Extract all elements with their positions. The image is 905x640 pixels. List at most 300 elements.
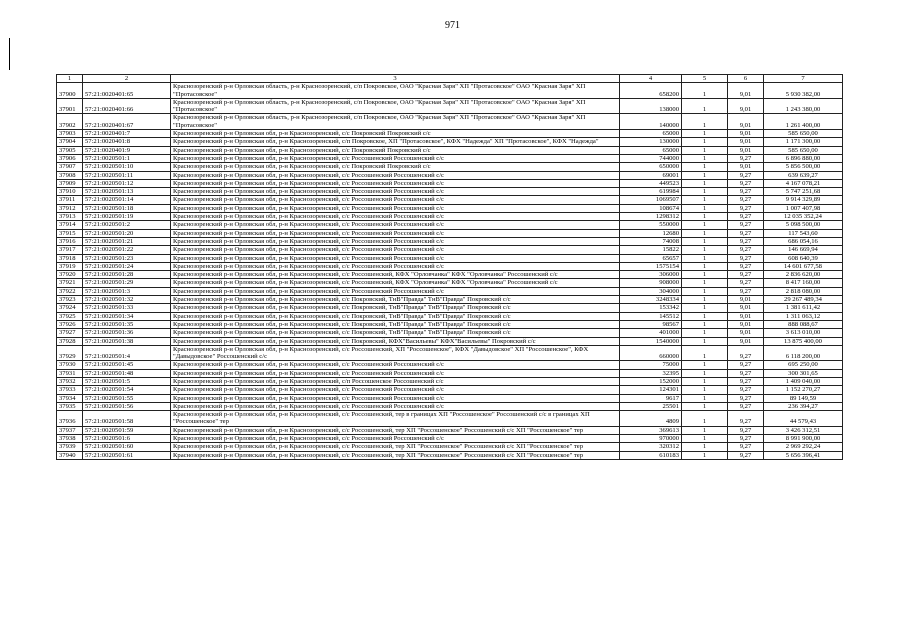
rate-cell: 9,01 (728, 146, 764, 154)
count-cell: 1 (682, 138, 728, 146)
cost-cell: 8 417 160,00 (764, 279, 843, 287)
rate-cell: 9,27 (728, 229, 764, 237)
count-cell: 1 (682, 154, 728, 162)
count-cell: 1 (682, 304, 728, 312)
address-cell: Краснозоренский р-н Орловская обл, р-н Краснозоренский, с/с Россошенский, ХП "Россошенское", КФХ "Давыдовское" ХП "Россошенское", КФХ "Давыдовское" Россошенский с/с (171, 345, 620, 361)
cost-cell: 6 118 200,00 (764, 345, 843, 361)
cadastral-number-cell: 57:21:0020401:67 (83, 114, 171, 130)
count-cell: 1 (682, 221, 728, 229)
cadastral-number-cell: 57:21:0020501:61 (83, 451, 171, 459)
row-number-cell: 37902 (57, 114, 83, 130)
cadastral-number-cell: 57:21:0020401:7 (83, 130, 171, 138)
cost-cell: 639 639,27 (764, 171, 843, 179)
count-cell: 1 (682, 345, 728, 361)
count-cell: 1 (682, 435, 728, 443)
cadastral-number-cell: 57:21:0020501:60 (83, 443, 171, 451)
row-number-cell: 37927 (57, 329, 83, 337)
address-cell: Краснозоренский р-н Орловская обл, р-н Краснозоренский, с/с Покровский, ТнВ"Правда" ТнВ"Правда" Покровский с/с (171, 304, 620, 312)
area-cell: 145512 (620, 312, 682, 320)
count-cell: 1 (682, 337, 728, 345)
row-number-cell: 37939 (57, 443, 83, 451)
row-number-cell: 37938 (57, 435, 83, 443)
cadastral-number-cell: 57:21:0020501:18 (83, 204, 171, 212)
cadastral-number-cell: 57:21:0020401:9 (83, 146, 171, 154)
cost-cell: 3 426 312,51 (764, 426, 843, 434)
area-cell: 98567 (620, 320, 682, 328)
table-row (57, 337, 843, 345)
count-cell: 1 (682, 451, 728, 459)
table-row (57, 296, 843, 304)
rate-cell: 9,27 (728, 196, 764, 204)
header-cell: 4 (620, 75, 682, 83)
rate-cell: 9,01 (728, 296, 764, 304)
header-cell: 1 (57, 75, 83, 83)
rate-cell: 9,27 (728, 204, 764, 212)
row-number-cell: 37908 (57, 171, 83, 179)
area-cell: 32395 (620, 369, 682, 377)
area-cell: 12680 (620, 229, 682, 237)
rate-cell: 9,27 (728, 221, 764, 229)
table-row (57, 221, 843, 229)
header-row (57, 75, 843, 83)
table-row (57, 163, 843, 171)
area-cell: 65000 (620, 146, 682, 154)
cadastral-number-cell: 57:21:0020501:32 (83, 296, 171, 304)
cadastral-number-cell: 57:21:0020501:33 (83, 304, 171, 312)
rate-cell: 9,01 (728, 304, 764, 312)
cadastral-number-cell: 57:21:0020501:29 (83, 279, 171, 287)
rate-cell: 9,27 (728, 188, 764, 196)
address-cell: Краснозоренский р-н Орловская обл, р-н Краснозоренский, с/с Россошенский, тер ХП "Россошенское" Россошенский с/с ХП "Россошенское" тер (171, 426, 620, 434)
area-cell: 908000 (620, 279, 682, 287)
rate-cell: 9,27 (728, 246, 764, 254)
address-cell: Краснозоренский р-н Орловская обл, р-н Краснозоренский, с/с Россошенский Россошенский с/с (171, 204, 620, 212)
row-number-cell: 37933 (57, 386, 83, 394)
rate-cell: 9,27 (728, 411, 764, 427)
rate-cell: 9,27 (728, 254, 764, 262)
count-cell: 1 (682, 279, 728, 287)
row-number-cell: 37919 (57, 262, 83, 270)
count-cell: 1 (682, 262, 728, 270)
row-number-cell: 37935 (57, 402, 83, 410)
count-cell: 1 (682, 130, 728, 138)
address-cell: Краснозоренский р-н Орловская обл, р-н Краснозоренский, с/с Россошенский, тер ХП "Россошенское" Россошенский с/с ХП "Россошенское" тер (171, 443, 620, 451)
header-cell: 5 (682, 75, 728, 83)
count-cell: 1 (682, 213, 728, 221)
cost-cell: 1 311 063,12 (764, 312, 843, 320)
area-cell: 660000 (620, 345, 682, 361)
row-number-cell: 37923 (57, 296, 83, 304)
count-cell: 1 (682, 237, 728, 245)
address-cell: Краснозоренский р-н Орловская область, р-н Краснозоренский, с/п Покровское, ОАО "Красная Заря" ХП "Протасовское" ОАО "Красная Заря" ХП "Протасовское" (171, 98, 620, 114)
rate-cell: 9,27 (728, 237, 764, 245)
area-cell: 449523 (620, 179, 682, 187)
row-number-cell: 37911 (57, 196, 83, 204)
rate-cell: 9,27 (728, 287, 764, 295)
table-row (57, 394, 843, 402)
row-number-cell: 37920 (57, 271, 83, 279)
row-number-cell: 37917 (57, 246, 83, 254)
row-number-cell: 37928 (57, 337, 83, 345)
rate-cell: 9,27 (728, 213, 764, 221)
count-cell: 1 (682, 287, 728, 295)
count-cell: 1 (682, 361, 728, 369)
cadastral-number-cell: 57:21:0020401:8 (83, 138, 171, 146)
count-cell: 1 (682, 426, 728, 434)
cost-cell: 686 054,16 (764, 237, 843, 245)
cost-cell: 13 875 400,00 (764, 337, 843, 345)
rate-cell: 9,27 (728, 345, 764, 361)
count-cell: 1 (682, 204, 728, 212)
count-cell: 1 (682, 254, 728, 262)
cadastral-number-cell: 57:21:0020501:20 (83, 229, 171, 237)
area-cell: 610183 (620, 451, 682, 459)
address-cell: Краснозоренский р-н Орловская обл, р-н Краснозоренский, с/с Россошенский Россошенский с/с (171, 435, 620, 443)
cost-cell: 1 409 040,00 (764, 377, 843, 385)
table-row (57, 204, 843, 212)
cadastral-number-cell: 57:21:0020501:56 (83, 402, 171, 410)
table-row (57, 171, 843, 179)
row-number-cell: 37936 (57, 411, 83, 427)
rate-cell: 9,01 (728, 312, 764, 320)
count-cell: 1 (682, 411, 728, 427)
area-cell: 1069507 (620, 196, 682, 204)
table-row (57, 254, 843, 262)
cost-cell: 1 243 380,00 (764, 98, 843, 114)
header-cell: 2 (83, 75, 171, 83)
row-number-cell: 37924 (57, 304, 83, 312)
address-cell: Краснозоренский р-н Орловская обл, р-н Краснозоренский, с/с Россошенский Россошенский с/с (171, 179, 620, 187)
count-cell: 1 (682, 83, 728, 99)
address-cell: Краснозоренский р-н Орловская обл, р-н Краснозоренский, с/с Россошенский Россошенский с/с (171, 188, 620, 196)
table-row (57, 377, 843, 385)
count-cell: 1 (682, 163, 728, 171)
address-cell: Краснозоренский р-н Орловская обл, р-н Краснозоренский, с/с Россошенский, КФХ "Орловчанка" КФХ "Орловчанка" Россошенский с/с (171, 279, 620, 287)
rate-cell: 9,27 (728, 369, 764, 377)
table-row (57, 179, 843, 187)
row-number-cell: 37934 (57, 394, 83, 402)
count-cell: 1 (682, 443, 728, 451)
rate-cell: 9,27 (728, 377, 764, 385)
area-cell: 550000 (620, 221, 682, 229)
cost-cell: 2 969 292,24 (764, 443, 843, 451)
address-cell: Краснозоренский р-н Орловская обл, р-н Краснозоренский, с/с Россошенский Россошенский с/с (171, 237, 620, 245)
address-cell: Краснозоренский р-н Орловская обл, р-н Краснозоренский, с/с Покровский Покровский с/с (171, 130, 620, 138)
area-cell: 153342 (620, 304, 682, 312)
cost-cell: 8 991 900,00 (764, 435, 843, 443)
table-row (57, 146, 843, 154)
rate-cell: 9,27 (728, 154, 764, 162)
row-number-cell: 37932 (57, 377, 83, 385)
rate-cell: 9,27 (728, 443, 764, 451)
cost-cell: 888 088,67 (764, 320, 843, 328)
area-cell: 65000 (620, 130, 682, 138)
rate-cell: 9,01 (728, 98, 764, 114)
address-cell: Краснозоренский р-н Орловская обл, р-н Краснозоренский, с/с Россошенский Россошенский с/с (171, 229, 620, 237)
cost-cell: 608 640,39 (764, 254, 843, 262)
cadastral-number-cell: 57:21:0020501:22 (83, 246, 171, 254)
land-register-table (56, 74, 843, 460)
address-cell: Краснозоренский р-н Орловская обл, р-н Краснозоренский, с/с Россошенский Россошенский с/с (171, 262, 620, 270)
cadastral-number-cell: 57:21:0020401:65 (83, 83, 171, 99)
cadastral-number-cell: 57:21:0020501:38 (83, 337, 171, 345)
count-cell: 1 (682, 402, 728, 410)
address-cell: Краснозоренский р-н Орловская обл, р-н Краснозоренский, с/с Россошенский Россошенский с/с (171, 287, 620, 295)
cadastral-number-cell: 57:21:0020501:58 (83, 411, 171, 427)
rate-cell: 9,01 (728, 320, 764, 328)
table-row (57, 345, 843, 361)
area-cell: 3248334 (620, 296, 682, 304)
count-cell: 1 (682, 196, 728, 204)
address-cell: Краснозоренский р-н Орловская обл, р-н Краснозоренский, с/с Россошенский Россошенский с/с (171, 154, 620, 162)
cost-cell: 3 613 010,00 (764, 329, 843, 337)
address-cell: Краснозоренский р-н Орловская область, р-н Краснозоренский, с/п Покровское, ОАО "Красная Заря" ХП "Протасовское" ОАО "Красная Заря" ХП "Протасовское" (171, 83, 620, 99)
area-cell: 4809 (620, 411, 682, 427)
row-number-cell: 37922 (57, 287, 83, 295)
address-cell: Краснозоренский р-н Орловская обл, р-н Краснозоренский, с/с Россошенский Россошенский с/с (171, 171, 620, 179)
address-cell: Краснозоренский р-н Орловская обл, р-н Краснозоренский, с/п Россошенское Россошенский с/с (171, 377, 620, 385)
row-number-cell: 37918 (57, 254, 83, 262)
cost-cell: 5 856 500,00 (764, 163, 843, 171)
rate-cell: 9,27 (728, 402, 764, 410)
area-cell: 1298312 (620, 213, 682, 221)
address-cell: Краснозоренский р-н Орловская обл, р-н Краснозоренский, с/с Россошенский, тер в границах ХП "Россошенское" Россошенский с/с в границах ХП "Россошенское" тер (171, 411, 620, 427)
cost-cell: 585 650,00 (764, 130, 843, 138)
area-cell: 970000 (620, 435, 682, 443)
table-row (57, 114, 843, 130)
cost-cell: 44 579,43 (764, 411, 843, 427)
rate-cell: 9,27 (728, 394, 764, 402)
address-cell: Краснозоренский р-н Орловская обл, р-н Краснозоренский, с/с Россошенский Россошенский с/с (171, 394, 620, 402)
row-number-cell: 37901 (57, 98, 83, 114)
cost-cell: 5 747 251,68 (764, 188, 843, 196)
row-number-cell: 37910 (57, 188, 83, 196)
cost-cell: 9 914 329,89 (764, 196, 843, 204)
table-row (57, 154, 843, 162)
table-row (57, 369, 843, 377)
cost-cell: 12 035 352,24 (764, 213, 843, 221)
rate-cell: 9,27 (728, 262, 764, 270)
table-row (57, 386, 843, 394)
cost-cell: 585 650,00 (764, 146, 843, 154)
count-cell: 1 (682, 146, 728, 154)
rate-cell: 9,01 (728, 114, 764, 130)
table-row (57, 130, 843, 138)
cost-cell: 236 394,27 (764, 402, 843, 410)
cadastral-number-cell: 57:21:0020501:28 (83, 271, 171, 279)
table-row (57, 196, 843, 204)
count-cell: 1 (682, 377, 728, 385)
cost-cell: 5 930 382,00 (764, 83, 843, 99)
count-cell: 1 (682, 329, 728, 337)
address-cell: Краснозоренский р-н Орловская обл, р-н Краснозоренский, с/с Россошенский, тер ХП "Россошенское" Россошенский с/с ХП "Россошенское" тер (171, 451, 620, 459)
cadastral-number-cell: 57:21:0020501:21 (83, 237, 171, 245)
rate-cell: 9,01 (728, 163, 764, 171)
count-cell: 1 (682, 369, 728, 377)
row-number-cell: 37914 (57, 221, 83, 229)
table-row (57, 451, 843, 459)
area-cell: 650000 (620, 163, 682, 171)
area-cell: 130000 (620, 138, 682, 146)
address-cell: Краснозоренский р-н Орловская обл, р-н Краснозоренский, с/п Покровское, ХП "Протасовское", КФХ "Надежда" ХП "Протасовское", КФХ "Надежда" (171, 138, 620, 146)
cost-cell: 2 818 080,00 (764, 287, 843, 295)
table-row (57, 361, 843, 369)
area-cell: 25501 (620, 402, 682, 410)
row-number-cell: 37903 (57, 130, 83, 138)
row-number-cell: 37921 (57, 279, 83, 287)
count-cell: 1 (682, 229, 728, 237)
row-number-cell: 37905 (57, 146, 83, 154)
cost-cell: 1 171 300,00 (764, 138, 843, 146)
row-number-cell: 37926 (57, 320, 83, 328)
area-cell: 306000 (620, 271, 682, 279)
table-row (57, 262, 843, 270)
address-cell: Краснозоренский р-н Орловская обл, р-н Краснозоренский, с/с Покровский, ТнВ"Правда" ТнВ"Правда" Покровский с/с (171, 296, 620, 304)
area-cell: 65657 (620, 254, 682, 262)
cadastral-number-cell: 57:21:0020501:24 (83, 262, 171, 270)
cost-cell: 5 656 396,41 (764, 451, 843, 459)
table-row (57, 138, 843, 146)
area-cell: 369613 (620, 426, 682, 434)
cadastral-number-cell: 57:21:0020501:6 (83, 435, 171, 443)
row-number-cell: 37912 (57, 204, 83, 212)
area-cell: 75000 (620, 361, 682, 369)
area-cell: 140000 (620, 114, 682, 130)
cadastral-number-cell: 57:21:0020401:66 (83, 98, 171, 114)
table-row (57, 83, 843, 99)
rate-cell: 9,27 (728, 426, 764, 434)
area-cell: 658200 (620, 83, 682, 99)
count-cell: 1 (682, 188, 728, 196)
cadastral-number-cell: 57:21:0020501:14 (83, 196, 171, 204)
row-number-cell: 37925 (57, 312, 83, 320)
address-cell: Краснозоренский р-н Орловская обл, р-н Краснозоренский, с/с Россошенский Россошенский с/с (171, 369, 620, 377)
area-cell: 74008 (620, 237, 682, 245)
rate-cell: 9,27 (728, 271, 764, 279)
rate-cell: 9,27 (728, 435, 764, 443)
cost-cell: 1 381 611,42 (764, 304, 843, 312)
cadastral-number-cell: 57:21:0020501:5 (83, 377, 171, 385)
table-row (57, 287, 843, 295)
area-cell: 69001 (620, 171, 682, 179)
cadastral-number-cell: 57:21:0020501:36 (83, 329, 171, 337)
table-row (57, 312, 843, 320)
cost-cell: 6 896 880,00 (764, 154, 843, 162)
table-row (57, 279, 843, 287)
area-cell: 152000 (620, 377, 682, 385)
address-cell: Краснозоренский р-н Орловская область, р-н Краснозоренский, с/п Покровское, ОАО "Красная Заря" ХП "Протасовское" ОАО "Красная Заря" ХП "Протасовское" (171, 114, 620, 130)
table-row (57, 229, 843, 237)
cost-cell: 1 261 400,00 (764, 114, 843, 130)
rate-cell: 9,01 (728, 329, 764, 337)
margin-line (9, 38, 10, 70)
cost-cell: 146 669,94 (764, 246, 843, 254)
table-row (57, 411, 843, 427)
cost-cell: 117 543,60 (764, 229, 843, 237)
address-cell: Краснозоренский р-н Орловская обл, р-н Краснозоренский, с/с Покровский, ТнВ"Правда" ТнВ"Правда" Покровский с/с (171, 320, 620, 328)
row-number-cell: 37906 (57, 154, 83, 162)
rate-cell: 9,27 (728, 361, 764, 369)
address-cell: Краснозоренский р-н Орловская обл, р-н Краснозоренский, с/с Покровский, ТнВ"Правда" ТнВ"Правда" Покровский с/с (171, 312, 620, 320)
rate-cell: 9,01 (728, 83, 764, 99)
cost-cell: 1 007 407,98 (764, 204, 843, 212)
table-row (57, 188, 843, 196)
table-row (57, 435, 843, 443)
row-number-cell: 37909 (57, 179, 83, 187)
address-cell: Краснозоренский р-н Орловская обл, р-н Краснозоренский, с/с Покровский Покровский с/с (171, 163, 620, 171)
count-cell: 1 (682, 394, 728, 402)
rate-cell: 9,27 (728, 179, 764, 187)
table-row (57, 402, 843, 410)
address-cell: Краснозоренский р-н Орловская обл, р-н Краснозоренский, с/с Россошенский Россошенский с/с (171, 361, 620, 369)
cadastral-number-cell: 57:21:0020501:3 (83, 287, 171, 295)
row-number-cell: 37929 (57, 345, 83, 361)
table-row (57, 213, 843, 221)
row-number-cell: 37931 (57, 369, 83, 377)
address-cell: Краснозоренский р-н Орловская обл, р-н Краснозоренский, с/с Россошенский Россошенский с/с (171, 402, 620, 410)
area-cell: 9617 (620, 394, 682, 402)
cadastral-number-cell: 57:21:0020501:23 (83, 254, 171, 262)
cadastral-number-cell: 57:21:0020501:45 (83, 361, 171, 369)
address-cell: Краснозоренский р-н Орловская обл, р-н Краснозоренский, с/с Покровский, ТнВ"Правда" ТнВ"Правда" Покровский с/с (171, 329, 620, 337)
cost-cell: 14 601 677,58 (764, 262, 843, 270)
cost-cell: 4 167 078,21 (764, 179, 843, 187)
cost-cell: 2 836 620,00 (764, 271, 843, 279)
area-cell: 108674 (620, 204, 682, 212)
table-row (57, 304, 843, 312)
rate-cell: 9,27 (728, 171, 764, 179)
cost-cell: 29 267 489,34 (764, 296, 843, 304)
count-cell: 1 (682, 386, 728, 394)
area-cell: 138000 (620, 98, 682, 114)
rate-cell: 9,27 (728, 451, 764, 459)
cadastral-number-cell: 57:21:0020501:19 (83, 213, 171, 221)
cadastral-number-cell: 57:21:0020501:54 (83, 386, 171, 394)
address-cell: Краснозоренский р-н Орловская обл, р-н Краснозоренский, с/с Россошенский Россошенский с/с (171, 254, 620, 262)
count-cell: 1 (682, 179, 728, 187)
cadastral-number-cell: 57:21:0020501:59 (83, 426, 171, 434)
cost-cell: 695 250,00 (764, 361, 843, 369)
table-row (57, 426, 843, 434)
table-row (57, 320, 843, 328)
area-cell: 1575154 (620, 262, 682, 270)
area-cell: 619984 (620, 188, 682, 196)
header-cell: 7 (764, 75, 843, 83)
count-cell: 1 (682, 312, 728, 320)
rate-cell: 9,01 (728, 130, 764, 138)
count-cell: 1 (682, 296, 728, 304)
row-number-cell: 37916 (57, 237, 83, 245)
count-cell: 1 (682, 320, 728, 328)
count-cell: 1 (682, 271, 728, 279)
address-cell: Краснозоренский р-н Орловская обл, р-н Краснозоренский, с/с Покровский, КФХ"Васильевы" КФХ"Васильевы" Покровский с/с (171, 337, 620, 345)
cost-cell: 300 301,65 (764, 369, 843, 377)
table-row (57, 271, 843, 279)
area-cell: 401000 (620, 329, 682, 337)
header-cell: 3 (171, 75, 620, 83)
row-number-cell: 37907 (57, 163, 83, 171)
page-number: 971 (445, 20, 460, 31)
rate-cell: 9,27 (728, 386, 764, 394)
table-row (57, 443, 843, 451)
row-number-cell: 37904 (57, 138, 83, 146)
address-cell: Краснозоренский р-н Орловская обл, р-н Краснозоренский, с/с Россошенский, КФХ "Орловчанка" КФХ "Орловчанка" Россошенский с/с (171, 271, 620, 279)
count-cell: 1 (682, 171, 728, 179)
count-cell: 1 (682, 98, 728, 114)
area-cell: 124301 (620, 386, 682, 394)
cost-cell: 89 149,59 (764, 394, 843, 402)
area-cell: 304000 (620, 287, 682, 295)
